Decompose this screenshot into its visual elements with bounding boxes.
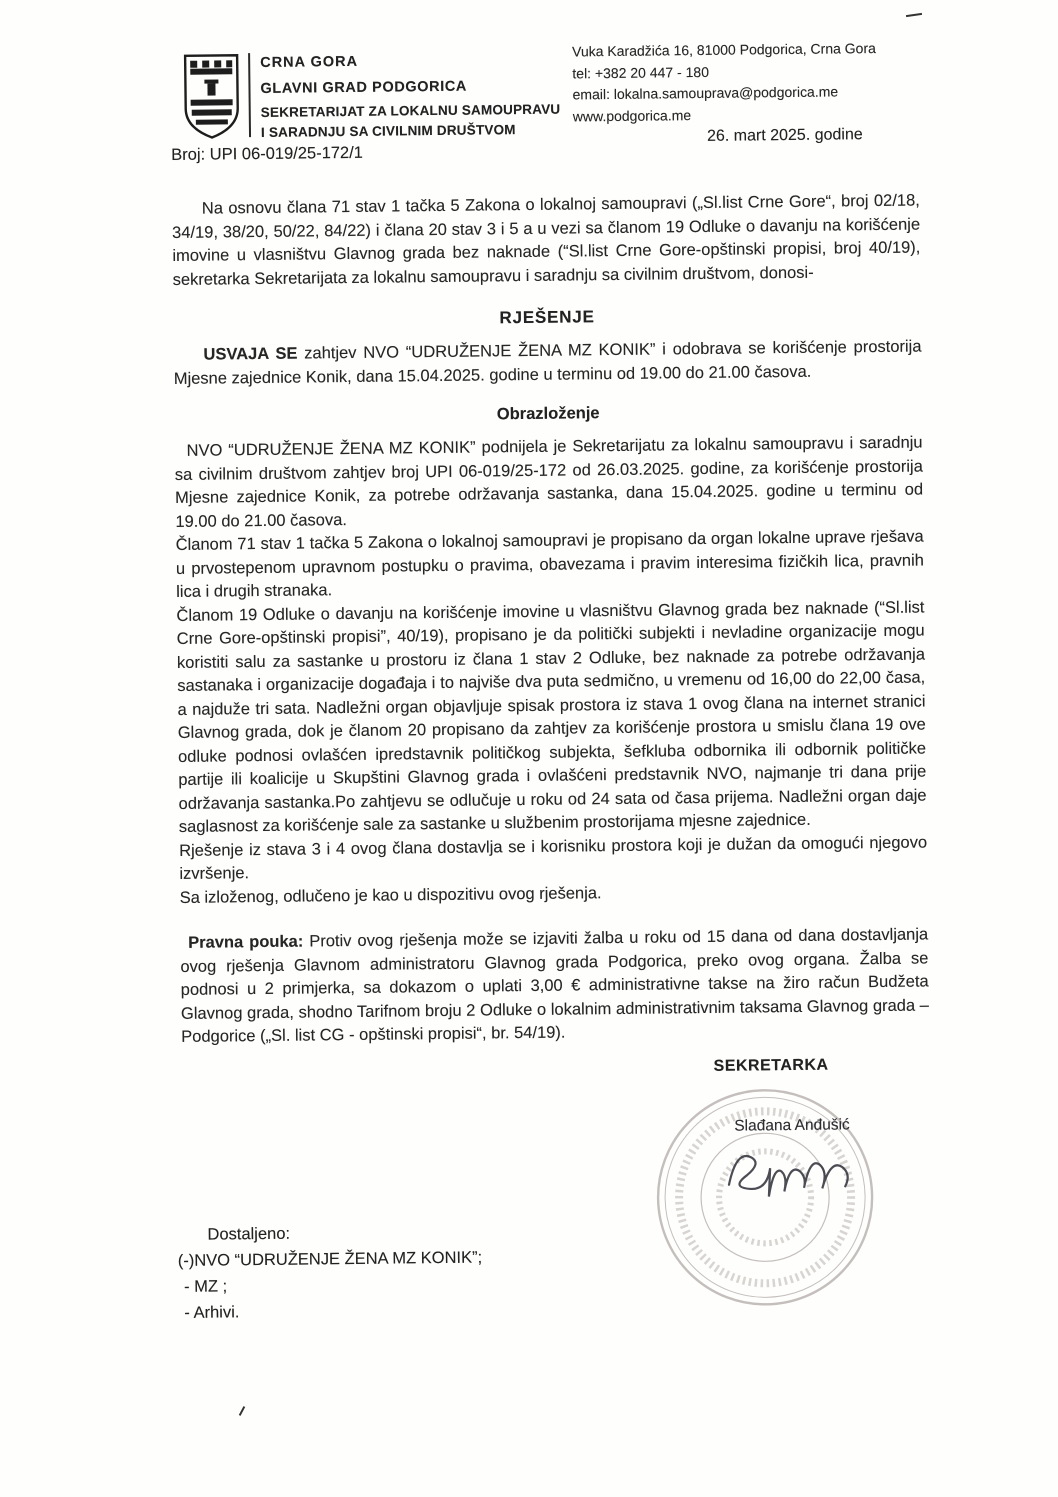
section-title-obrazlozenje: Obrazloženje (496, 404, 600, 424)
legal-remedy-text: Protiv ovog rješenja može se izjaviti žalba u roku od 15 dana od dana dostavljanja ovog rješenja Glavnom administratoru Glavnog grada Podgorica, preko ovog organa. Žalba se podnosi u 2 primjerka, sa dokazom o uplati 3,00 € administrativne takse na žiro račun Budžeta Glavnog grada, shodno Tarifnom broju 2 Odluke o lokalnim administrativnim taksama Glavnog grada – Podgorice („Sl. list CG - opštinski propisi“, br. 54/19). (180, 925, 930, 1046)
org-country: CRNA GORA (260, 53, 359, 71)
letterhead (170, 38, 919, 168)
org-secretariat-line1: SEKRETARIJAT ZA LOKALNU SAMOUPRAVU (260, 101, 561, 120)
body-paragraph: NVO “UDRUŽENJE ŽENA MZ KONIK” podnijela je Sekretarijatu za lokalnu samoupravu i saradnju sa civilnim društvom zahtjev broj UPI 06-019/25-172 od 26.03.2025. godine, za korišćenje prostorija Mjesne zajednice Konik, za potrebe održavanja sastanka, dana 15.04.2025. godine u terminu od 19.00 do 21.00 časova. (174, 433, 924, 531)
distribution-item: - Arhivi. (184, 1302, 240, 1322)
contact-website: www.podgorica.me (572, 106, 692, 124)
org-secretariat-line2: I SARADNJU SA CIVILNIM DRUŠTVOM (260, 122, 516, 140)
letterhead-divider (248, 53, 251, 137)
signature-area (182, 1055, 932, 1205)
body-paragraph: Rješenje iz stava 3 i 4 ovog člana dostavlja se i korisniku prostora koji je dužan da omogući njegovo izvršenje. (179, 832, 928, 883)
distribution-item: - MZ ; (183, 1276, 228, 1296)
reference-number: Broj: UPI 06-019/25-172/1 (171, 143, 364, 164)
org-city: GLAVNI GRAD PODGORICA (260, 78, 468, 97)
contact-block (572, 38, 877, 127)
signatory-name: Slađana Anđušić (734, 1115, 850, 1135)
scan-artifact (906, 13, 922, 17)
contact-email: email: lokalna.samouprava@podgorica.me (572, 83, 839, 103)
distribution-item: (-)NVO “UDRUŽENJE ŽENA MZ KONIK”; (177, 1248, 483, 1270)
decision-lead: USVAJA SE (203, 344, 298, 364)
signatory-role: SEKRETARKA (713, 1056, 829, 1075)
body-paragraph: Sa izloženog, odlučeno je kao u dispozitivu ovog rješenja. (179, 883, 602, 907)
scan-artifact (239, 1406, 245, 1416)
podgorica-coat-of-arms-icon (182, 51, 241, 147)
body-paragraph: Članom 19 Odluke o davanju na korišćenje imovine u vlasništvu Glavnog grada bez naknade (“Sl.list Crne Gore-opštinski propisi”, 40/19), propisano je da politički subjekti i nevladine organizacije mogu koristiti salu za sastanke u prostoru iz člana 1 stav 2 Odluke, bez naknade za potrebe održavanja sastanaka i organizacije događaja i to najviše dva puta sedmično, u vremenu od 16,00 do 22,00 časa, a najduže tri sata. Nadležni organ objavljuje spisak prostora iz stava 1 ovog člana na internet stranici Glavnog grada, dok je članom 20 propisano da zahtjev za korišćenje prostora u smislu člana 19 ove odluke podnosi ovlašćen ipredstavnik političkog subjekta, šefkluba odbornika ili odbornik političke partije ili koalicije u Skupštini Glavnog grada i ovlašćeni predstavnik NVO, najmanje tri dana prije održavanja sastanka.Po zahtjevu se odlučuje u roku od 24 sata od časa prijema. Nadležni organ daje saglasnost za korišćenje sale za sastanke u službenim prostorijama mjesne zajednice. (176, 597, 927, 836)
contact-address: Vuka Karadžića 16, 81000 Podgorica, Crna Gora (571, 39, 876, 60)
legal-remedy-paragraph (180, 923, 929, 1049)
decision-paragraph (173, 335, 921, 390)
decision-text: zahtjev NVO “UDRUŽENJE ŽENA MZ KONIK” i odobrava se korišćenje prostorija Mjesne zajednice Konik, dana 15.04.2025. godine u terminu od 19.00 do 21.00 časova. (173, 337, 922, 388)
document-title: RJEŠENJE (499, 307, 595, 328)
document-date: 26. mart 2025. godine (706, 126, 863, 145)
body-paragraph: Članom 71 stav 1 tačka 5 Zakona o lokalnoj samoupravi je propisano da organ lokalne uprave rješava u prvostepenom upravnom postupku o pravima, obavezama i pravim interesima fizičkih lica, pravnih lica i drugih stranaka. (175, 527, 924, 601)
legal-remedy-lead: Pravna pouka: (188, 932, 304, 952)
distribution-label: Dostaljeno: (207, 1224, 291, 1244)
contact-phone: tel: +382 20 447 - 180 (572, 63, 710, 81)
intro-paragraph: Na osnovu člana 71 stav 1 tačka 5 Zakona o lokalnoj samoupravi („Sl.list Crne Gore“, broj 02/18, 34/19, 38/20, 50/22, 84/22) i člana 20 stav 3 i 5 a u vezi sa članom 19 Odluke o davanju na korišćenje imovine u vlasništvu Glavnog grada bez naknade (“Sl.list Crne Gore-opštinski propisi, broj 40/19), sekretarka Sekretarijata za lokalnu samoupravu i saradnju sa civilnim društvom, donosi- (172, 191, 921, 289)
document-content (170, 38, 932, 1326)
organization-block (260, 50, 561, 143)
